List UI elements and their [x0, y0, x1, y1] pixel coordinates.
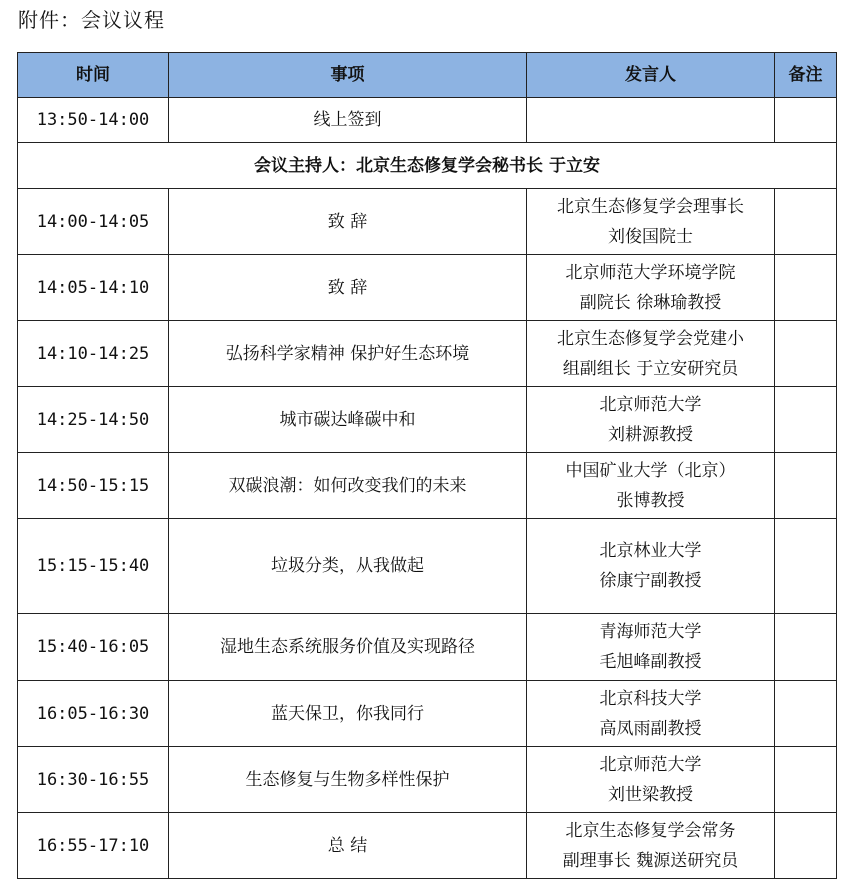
item-cell: 弘扬科学家精神 保护好生态环境 — [169, 321, 527, 387]
time-cell: 13:50-14:00 — [18, 98, 169, 143]
note-cell — [775, 519, 837, 614]
host-cell: 会议主持人：北京生态修复学会秘书长 于立安 — [18, 143, 837, 189]
note-cell — [775, 747, 837, 813]
item-cell: 总 结 — [169, 813, 527, 879]
note-cell — [775, 813, 837, 879]
agenda-row — [18, 614, 837, 681]
time-cell: 15:15-15:40 — [18, 519, 169, 614]
agenda-row — [18, 321, 837, 387]
time-cell: 14:05-14:10 — [18, 255, 169, 321]
item-cell: 垃圾分类，从我做起 — [169, 519, 527, 614]
time-cell: 16:55-17:10 — [18, 813, 169, 879]
speaker-cell — [527, 255, 775, 321]
note-cell — [775, 98, 837, 143]
speaker-line: 北京生态修复学会理事长 — [557, 196, 744, 217]
speaker-line: 中国矿业大学（北京） — [565, 460, 736, 481]
agenda-row — [18, 519, 837, 614]
speaker-line: 北京生态修复学会党建小 — [557, 328, 744, 349]
speaker-line: 刘世梁教授 — [608, 784, 693, 805]
speaker-line: 张博教授 — [616, 490, 685, 511]
header-row — [18, 53, 837, 98]
time-cell: 16:30-16:55 — [18, 747, 169, 813]
time-cell: 14:00-14:05 — [18, 189, 169, 255]
speaker-cell — [527, 98, 775, 143]
item-cell: 致 辞 — [169, 255, 527, 321]
time-cell: 14:50-15:15 — [18, 453, 169, 519]
item-cell: 城市碳达峰碳中和 — [169, 387, 527, 453]
speaker-cell — [527, 321, 775, 387]
note-cell — [775, 681, 837, 747]
item-cell: 线上签到 — [169, 98, 527, 143]
agenda-table — [17, 52, 837, 879]
time-cell: 16:05-16:30 — [18, 681, 169, 747]
speaker-line: 毛旭峰副教授 — [599, 652, 702, 672]
speaker-cell — [527, 681, 775, 747]
speaker-line: 北京林业大学 — [599, 541, 702, 561]
speaker-cell — [527, 453, 775, 519]
agenda-row — [18, 453, 837, 519]
speaker-cell — [527, 387, 775, 453]
speaker-cell — [527, 189, 775, 255]
note-cell — [775, 387, 837, 453]
agenda-row — [18, 813, 837, 879]
header-time: 时间 — [18, 53, 169, 98]
item-cell: 致 辞 — [169, 189, 527, 255]
note-cell — [775, 453, 837, 519]
header-note: 备注 — [775, 53, 837, 98]
header-speaker: 发言人 — [527, 53, 775, 98]
note-cell — [775, 255, 837, 321]
time-cell: 14:10-14:25 — [18, 321, 169, 387]
speaker-line: 副院长 徐琳瑜教授 — [579, 292, 722, 313]
speaker-line: 刘俊国院士 — [608, 226, 693, 247]
speaker-line: 副理事长 魏源送研究员 — [562, 850, 739, 871]
speaker-line: 北京师范大学 — [599, 394, 702, 415]
agenda-row — [18, 387, 837, 453]
speaker-line: 组副组长 于立安研究员 — [562, 358, 739, 379]
speaker-line: 徐康宁副教授 — [599, 571, 702, 591]
speaker-line: 北京师范大学 — [599, 754, 702, 775]
agenda-row — [18, 189, 837, 255]
time-cell: 14:25-14:50 — [18, 387, 169, 453]
item-cell: 双碳浪潮：如何改变我们的未来 — [169, 453, 527, 519]
speaker-line: 北京师范大学环境学院 — [565, 262, 736, 283]
note-cell — [775, 189, 837, 255]
agenda-row — [18, 255, 837, 321]
note-cell — [775, 321, 837, 387]
speaker-cell — [527, 519, 775, 614]
header-item: 事项 — [169, 53, 527, 98]
agenda-row — [18, 747, 837, 813]
speaker-line: 北京科技大学 — [599, 688, 702, 709]
note-cell — [775, 614, 837, 681]
speaker-cell — [527, 747, 775, 813]
agenda-row — [18, 681, 837, 747]
document-title: 附件：会议议程 — [18, 8, 165, 32]
speaker-cell — [527, 813, 775, 879]
item-cell: 蓝天保卫，你我同行 — [169, 681, 527, 747]
host-row — [18, 143, 837, 189]
item-cell: 湿地生态系统服务价值及实现路径 — [169, 614, 527, 681]
speaker-line: 青海师范大学 — [599, 622, 702, 642]
item-cell: 生态修复与生物多样性保护 — [169, 747, 527, 813]
checkin-row — [18, 98, 837, 143]
speaker-line: 北京生态修复学会常务 — [565, 820, 736, 841]
time-cell: 15:40-16:05 — [18, 614, 169, 681]
speaker-line: 刘耕源教授 — [608, 424, 693, 445]
speaker-line: 高凤雨副教授 — [599, 718, 702, 739]
speaker-cell — [527, 614, 775, 681]
